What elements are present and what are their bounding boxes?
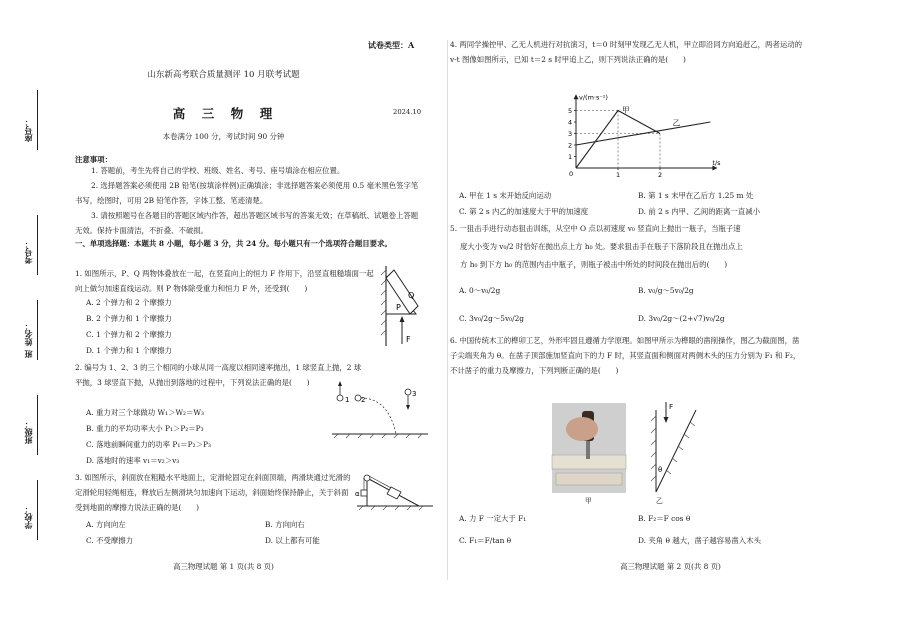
label-alpha: α: [355, 490, 360, 498]
origin-label: 0: [569, 170, 574, 178]
q2-option-d: D. 落地时的速率 v₁＝v₂＞v₃: [86, 456, 180, 465]
x-tick-label: 1: [616, 171, 621, 179]
q2-option-b: B. 重力的平均功率大小 P₁＞P₂＝P₃: [86, 424, 204, 433]
ball-1-label: 1: [345, 396, 350, 404]
vt-chart: [548, 86, 721, 186]
x-axis-label: t/s: [712, 159, 721, 167]
q1-option-b: B. 2 个弹力和 1 个摩擦力: [86, 314, 172, 323]
q4-option-b: B. 第 1 s 末甲在乙后方 1.25 m 处: [638, 191, 754, 200]
label-jia: 甲: [585, 497, 592, 505]
q5-option-b: B. v₀/g～5v₀/2g: [638, 286, 694, 295]
q4-option-a: A. 甲在 1 s 末开始反向运动: [459, 191, 552, 200]
force-f-arrowhead: [400, 316, 405, 322]
series-label-yi: 乙: [672, 118, 681, 128]
q6-option-c: C. F₁＝F/tan θ: [459, 536, 512, 545]
q5-line-1: 5. 一狙击手进行动态狙击训练，从空中 O 点以初速度 v₀ 竖直向上抛出一瓶子，当瓶子速: [450, 224, 741, 233]
q2-stem: 2. 编号为 1、2、3 的三个相同的小球从同一高度以相同速率抛出，1 球竖直上抛，2 球平抛，3 球竖直下抛，从抛出到落地的过程中，下列说法正确的是( ): [75, 363, 362, 387]
ground-hatching: [334, 434, 422, 438]
y-tick-label: 2: [568, 141, 573, 150]
q5-line-2: 度大小变为 v₀/2 时恰好在抛出点上方 h₀ 处。要求狙击手在瓶子下落阶段且在抛出点上: [460, 242, 743, 251]
q1-figure: [378, 262, 434, 352]
q3-option-a: A. 方向向左: [86, 520, 126, 529]
label-f: F: [669, 403, 674, 411]
q6-stem: 6. 中国传统木工的榫卯工艺，外形牢固且遵循力学原理。如图甲所示为榫眼的凿削操作，图乙为截面图，凿子尖端夹角为 θ。在凿子顶部施加竖直向下的力 F 时，其竖直面和侧面对两侧木头的压力分别为 F₁ 和 F₂，不计凿子的重力及摩擦力，下列判断正确的是( ): [450, 336, 801, 375]
q1-stem: 1. 如图所示，P、Q 两物体叠放在一起，在竖直向上的恒力 F 作用下，沿竖直粗糙墙面一起向上做匀加速直线运动。则 P 物体除受重力和恒力 F 外，还受到( ): [75, 269, 374, 293]
q3-option-d: D. 以上都有可能: [265, 536, 320, 545]
label-f: F: [406, 335, 411, 344]
page-1-footer: 高三物理试题 第 1 页(共 8 页): [173, 562, 274, 571]
page-divider: [447, 40, 448, 580]
force-f-arrowhead: [664, 417, 669, 423]
notice-2: 2. 选择题答案必须使用 2B 铅笔(按填涂样例)正确填涂；非选择题答案必须使用 0.5 毫米黑色签字笔书写，绘图时，可用 2B 铅笔作答，字体工整、笔迹清楚。: [75, 181, 419, 205]
q2-option-c: C. 落地前瞬间重力的功率 P₁＝P₂＞P₃: [86, 440, 211, 449]
ball-3-arrowhead: [406, 405, 410, 410]
ball-3: [405, 389, 411, 395]
y-tick-label: 3: [568, 130, 573, 138]
sidebar-label-exam-no: 考号：: [23, 240, 33, 264]
q4-option-d: D. 前 2 s 内甲、乙间的距离一直减小: [638, 207, 760, 216]
notice-1: 1. 答题前，考生先将自己的学校、班级、姓名、考号、座号填涂在相应位置。: [91, 166, 345, 175]
q6-option-d: D. 夹角 θ 越大，凿子越容易凿入木头: [638, 536, 761, 545]
q6-option-a: A. 力 F 一定大于 F₁: [459, 514, 527, 523]
q4-option-c: C. 第 2 s 内乙的加速度大于甲的加速度: [459, 207, 589, 216]
y-tick-label: 1: [568, 153, 573, 161]
ground-hatching: [359, 506, 423, 510]
q5-option-a: A. 0～v₀/2g: [459, 286, 501, 295]
chisel-blade: [586, 441, 590, 459]
q5-line-3: 方 h₀ 到下方 h₀ 的范围内击中瓶子，则瓶子被击中所处的时间段在抛出后的( ): [460, 260, 728, 269]
ball-1-arrowhead: [338, 381, 342, 386]
sidebar-label-seat: 座号：: [23, 118, 33, 142]
sidebar-label-class: 班级：: [23, 420, 33, 444]
q3-stem: 3. 如图所示，斜面放在粗糙水平地面上，定滑轮固定在斜面顶端，两滑块通过光滑的定滑轮用轻绳相连，释放后左侧滑块匀加速向下运动，斜面始终保持静止，关于斜面受到地面的摩擦力说法正确的是( ): [75, 473, 351, 512]
y-tick-label: 4: [568, 118, 573, 127]
exam-title: 山东新高考联合质量测评 10 月联考试题: [147, 70, 300, 80]
q3-option-c: C. 不受摩擦力: [86, 536, 134, 545]
ball-1: [337, 395, 343, 401]
wall-hatching: [381, 270, 386, 335]
section-1-heading: 一、单项选择题：本题共 8 小题，每小题 3 分，共 24 分。每小题只有一个选项符合题目要求。: [75, 239, 392, 248]
q2-figure: [330, 380, 430, 440]
y-tick-label: 5: [568, 107, 573, 115]
left-hatching: [651, 416, 656, 481]
q2-option-a: A. 重力对三个球做功 W₁＞W₂＝W₃: [86, 408, 204, 417]
exam-type: 试卷类型：A: [368, 40, 415, 50]
q1-option-a: A. 2 个弹力和 2 个摩擦力: [86, 298, 172, 307]
ball-3-label: 3: [412, 390, 417, 398]
hanging-block: [361, 490, 367, 496]
wood-beam-lower: [556, 473, 622, 485]
sidebar-label-name: 姓名：: [23, 322, 33, 346]
hand: [566, 417, 598, 441]
notice-heading: 注意事项：: [75, 155, 112, 164]
right-hatching: [666, 422, 695, 474]
q5-option-c: C. 3v₀/2g～5v₀/2g: [459, 314, 525, 323]
label-yi: 乙: [656, 497, 663, 505]
label-theta: θ: [658, 466, 663, 474]
sidebar-label-school: 学校：: [23, 505, 33, 529]
exam-info: 本卷满分 100 分，考试时间 90 分钟: [162, 132, 285, 141]
label-p: P: [396, 303, 401, 312]
ball-2-trajectory: [361, 398, 396, 434]
school-line: [37, 480, 38, 540]
name-line: [37, 300, 38, 360]
sidebar-note-ban: 班: [23, 350, 33, 358]
series-label-jia: 甲: [622, 105, 630, 115]
q6-option-b: B. F₂＝F cos θ: [638, 514, 691, 523]
x-tick-label: 2: [658, 171, 663, 179]
q6-photo-jia: [552, 403, 626, 493]
label-q: Q: [408, 291, 415, 300]
notice-3: 3. 请按照题号在各题目的答题区域内作答，超出答题区域书写的答案无效；在草稿纸、试题卷上答题无效。保持卡面清洁，不折叠、不破损。: [75, 211, 419, 235]
page-2-footer: 高三物理试题 第 2 页(共 8 页): [620, 562, 721, 571]
subject-title: 高 三 物 理: [172, 106, 275, 121]
q6-figure-yi: [640, 400, 700, 496]
y-axis-label: v/(m·s⁻¹): [579, 93, 608, 102]
exam-date: 2024.10: [393, 108, 422, 116]
ball-2-label: 2: [361, 396, 366, 404]
class-line: [37, 395, 38, 455]
y-axis-arrowhead: [574, 94, 579, 99]
q3-option-b: B. 方向向右: [265, 520, 305, 529]
q5-option-d: D. 3v₀/2g～(2+√7)v₀/2g: [638, 314, 725, 323]
q4-stem: 4. 两同学操控甲、乙无人机进行对抗演习，t＝0 时刻甲发现乙无人机，甲立即沿同方向追赶乙，两者运动的 v-t 图像如图所示，已知 t＝2 s 时甲追上乙，则下列说法正确的是( ): [450, 40, 803, 64]
q1-option-c: C. 1 个弹力和 2 个摩擦力: [86, 330, 172, 339]
q3-figure: [355, 470, 435, 512]
exam-no-line: [37, 215, 38, 275]
q1-option-d: D. 1 个弹力和 1 个摩擦力: [86, 346, 172, 355]
